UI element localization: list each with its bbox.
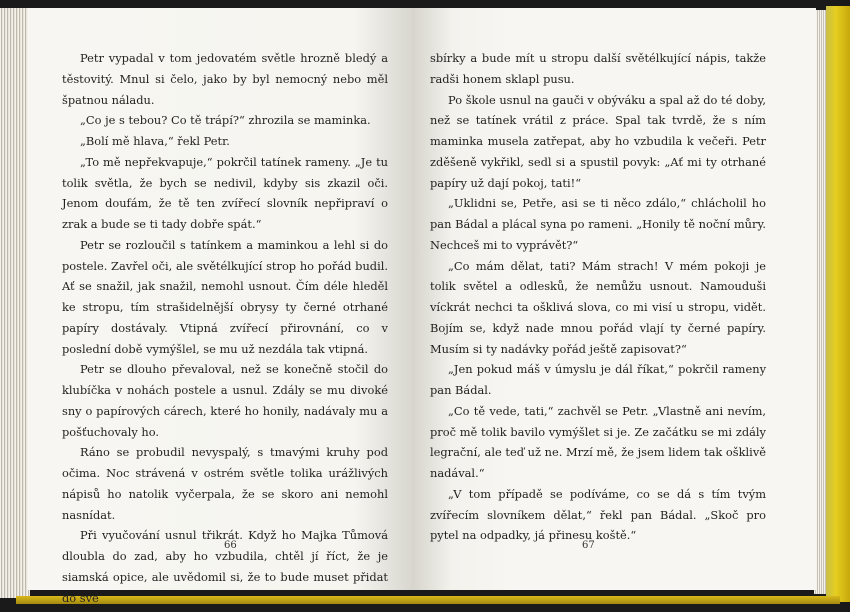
right-page-text (430, 48, 766, 546)
right-page (412, 8, 816, 590)
page-number-right: 67 (582, 540, 595, 551)
paragraph: „Co tě vede, tati,“ zachvěl se Petr. „Vlastně ani nevím, proč mě tolik bavilo vymýšlet si je. Ze začátku se mi zdály legrační, ale teď už ne. Mrzí mě, že jsem lidem tak ošklivě nadával.“ (430, 403, 766, 480)
paragraph: „To mě nepřekvapuje,“ pokrčil tatínek rameny. „Je tu tolik světla, že bych se nedivil, kdyby sis zkazil oči. Jenom doufám, že tě ten zvířecí slovník nepřipraví o zrak a bude se ti tady dobře spát.“ (62, 154, 388, 231)
paragraph: Petr se dlouho převaloval, než se konečně stočil do klubíčka v nohách postele a usnul. Zdály se mu divoké sny o papírových cárech, které ho honily, nadávaly mu a pošťuchovaly ho. (62, 362, 388, 439)
left-page (28, 8, 412, 605)
page-number-left: 66 (224, 540, 237, 551)
paragraph: sbírky a bude mít u stropu další světélkující nápis, takže radši honem sklapl pusu. (430, 51, 766, 86)
paragraph: Při vyučování usnul třikrát. Když ho Majka Tůmová dloubla do zad, aby ho vzbudila, chtěl jí říct, že je siamská opice, ale uvědomil si, že to bude muset přidat do své (62, 528, 388, 605)
paragraph: „Co je s tebou? Co tě trápí?“ zhrozila se maminka. (80, 113, 371, 128)
paragraph: „Co mám dělat, tati? Mám strach! V mém pokoji je tolik světel a odlesků, že nemůžu usnout. Namouduši víckrát nechci ta ošklivá slova, co mi visí u stropu, vidět. Bojím se, když nade mnou pořád vlají ty černé papíry. Musím si ty nadávky pořád ještě zapisovat?“ (430, 258, 766, 356)
paragraph: „Uklidni se, Petře, asi se ti něco zdálo,“ chlácholil ho pan Bádal a plácal syna po rameni. „Honily tě noční můry. Nechceš mi to vyprávět?“ (430, 196, 766, 252)
paragraph: Ráno se probudil nevyspalý, s tmavými kruhy pod očima. Noc strávená v ostrém světle tolika urážlivých nápisů ho natolik vyčerpala, že se skoro ani nemohl nasnídat. (62, 445, 388, 522)
paragraph: Po škole usnul na gauči v obýváku a spal až do té doby, než se tatínek vrátil z práce. Spal tak tvrdě, že s ním maminka musela zatřepat, aby ho vzbudila k večeři. Petr zděšeně vykřikl, sedl si a spustil povyk: „Ať mi ty otrhané papíry už dají pokoj, tati!“ (430, 92, 766, 190)
paragraph: Petr se rozloučil s tatínkem a maminkou a lehl si do postele. Zavřel oči, ale světélkující strop ho pořád budil. Ať se snažil, jak snažil, nemohl usnout. Čím déle hleděl ke stropu, tím strašidelnější obrysy ty černé otrhané papíry dostávaly. Vtipná zvířecí přirovnání, co v poslední době vymýšlel, se mu už nezdála tak vtipná. (62, 237, 388, 356)
page-stack-left-edge (0, 8, 30, 598)
paragraph: Petr vypadal v tom jedovatém světle hrozně bledý a těstovitý. Mnul si čelo, jako by byl nemocný nebo měl špatnou náladu. (62, 51, 388, 107)
paragraph: „Bolí mě hlava,“ řekl Petr. (80, 134, 230, 148)
yellow-cover-edge (826, 6, 850, 602)
paragraph: „Jen pokud máš v úmyslu je dál říkat,“ pokrčil rameny pan Bádal. (430, 362, 766, 397)
left-page-text (62, 48, 388, 608)
paragraph: „V tom případě se podíváme, co se dá s tím tvým zvířecím slovníkem dělat,“ řekl pan Bádal. „Skoč pro pytel na odpadky, já přinesu koště.“ (430, 486, 766, 543)
